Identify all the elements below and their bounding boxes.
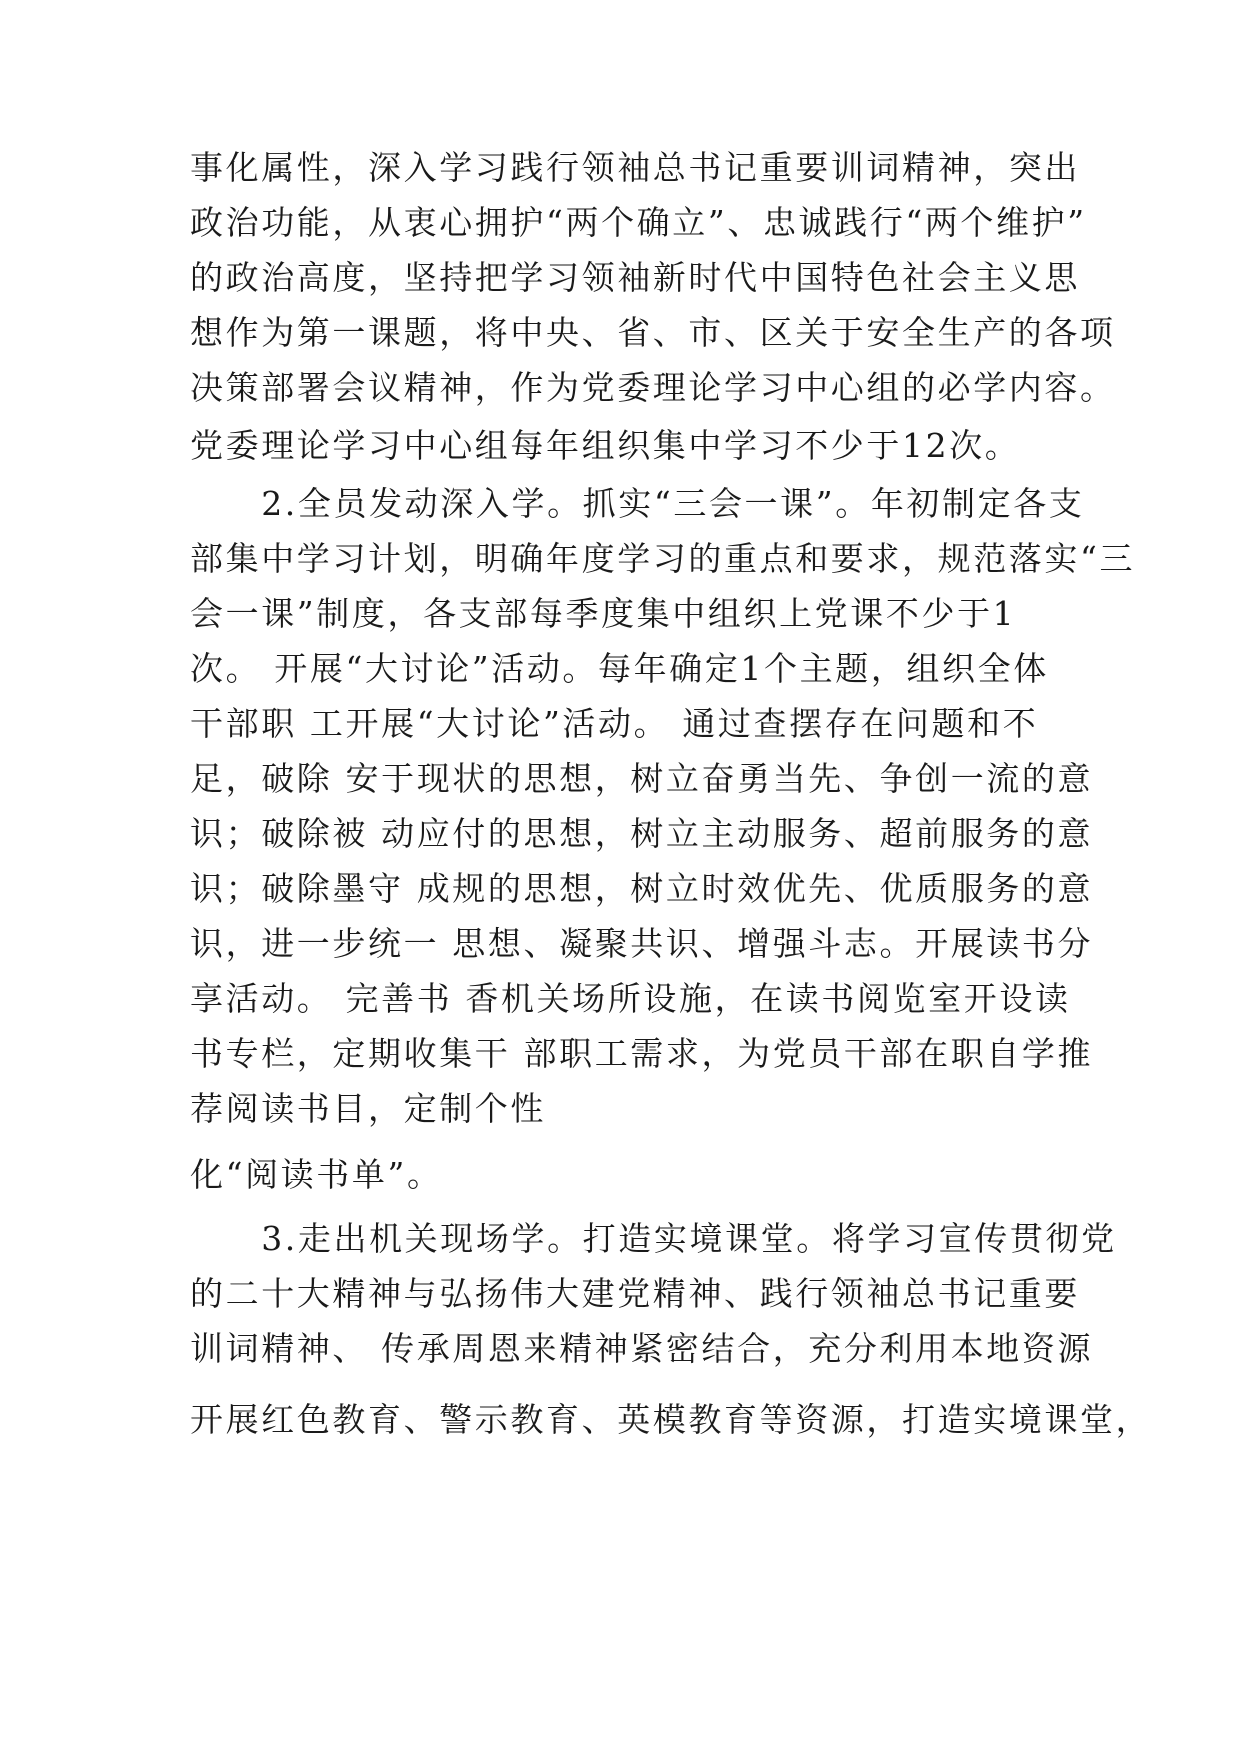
body-line-19: 化“阅读书单”。: [190, 1155, 443, 1194]
body-line-9: 会一课”制度，各支部每季度集中组织上党课不少于1: [190, 594, 1017, 633]
body-line-23: 开展红色教育、警示教育、英模教育等资源，打造实境课堂，: [190, 1400, 1152, 1439]
body-line-15: 识，进一步统一 思想、凝聚共识、增强斗志。开展读书分: [190, 924, 1094, 963]
body-line-7: 2.全员发动深入学。抓实“三会一课”。年初制定各支: [190, 484, 1085, 523]
body-line-6: 党委理论学习中心组每年组织集中学习不少于12次。: [190, 426, 1021, 465]
body-line-21: 的二十大精神与弘扬伟大建党精神、践行领袖总书记重要: [190, 1274, 1080, 1313]
body-line-8: 部集中学习计划，明确年度学习的重点和要求，规范落实“三: [190, 539, 1136, 578]
body-line-18: 荐阅读书目，定制个性: [190, 1089, 546, 1128]
body-line-16: 享活动。 完善书 香机关场所设施，在读书阅览室开设读: [190, 979, 1071, 1018]
body-line-3: 的政治高度，坚持把学习领袖新时代中国特色社会主义思: [190, 258, 1080, 297]
body-line-17: 书专栏，定期收集干 部职工需求，为党员干部在职自学推: [190, 1034, 1094, 1073]
body-line-22: 训词精神、 传承周恩来精神紧密结合，充分利用本地资源: [190, 1329, 1094, 1368]
body-line-12: 足，破除 安于现状的思想，树立奋勇当先、争创一流的意: [190, 759, 1094, 798]
body-line-11: 干部职 工开展“大讨论”活动。 通过查摆存在问题和不: [190, 704, 1039, 743]
body-line-14: 识；破除墨守 成规的思想，树立时效优先、优质服务的意: [190, 869, 1094, 908]
body-line-20: 3.走出机关现场学。打造实境课堂。将学习宣传贯彻党: [190, 1219, 1117, 1258]
body-line-5: 决策部署会议精神，作为党委理论学习中心组的必学内容。: [190, 368, 1116, 407]
body-line-4: 想作为第一课题，将中央、省、市、区关于安全生产的各项: [190, 313, 1116, 352]
body-line-10: 次。 开展“大讨论”活动。每年确定1个主题，组织全体: [190, 649, 1049, 688]
body-line-2: 政治功能，从衷心拥护“两个确立”、忠诚践行“两个维护”: [190, 203, 1087, 242]
body-line-13: 识；破除被 动应付的思想，树立主动服务、超前服务的意: [190, 814, 1094, 853]
body-line-1: 事化属性，深入学习践行领袖总书记重要训词精神，突出: [190, 148, 1080, 187]
